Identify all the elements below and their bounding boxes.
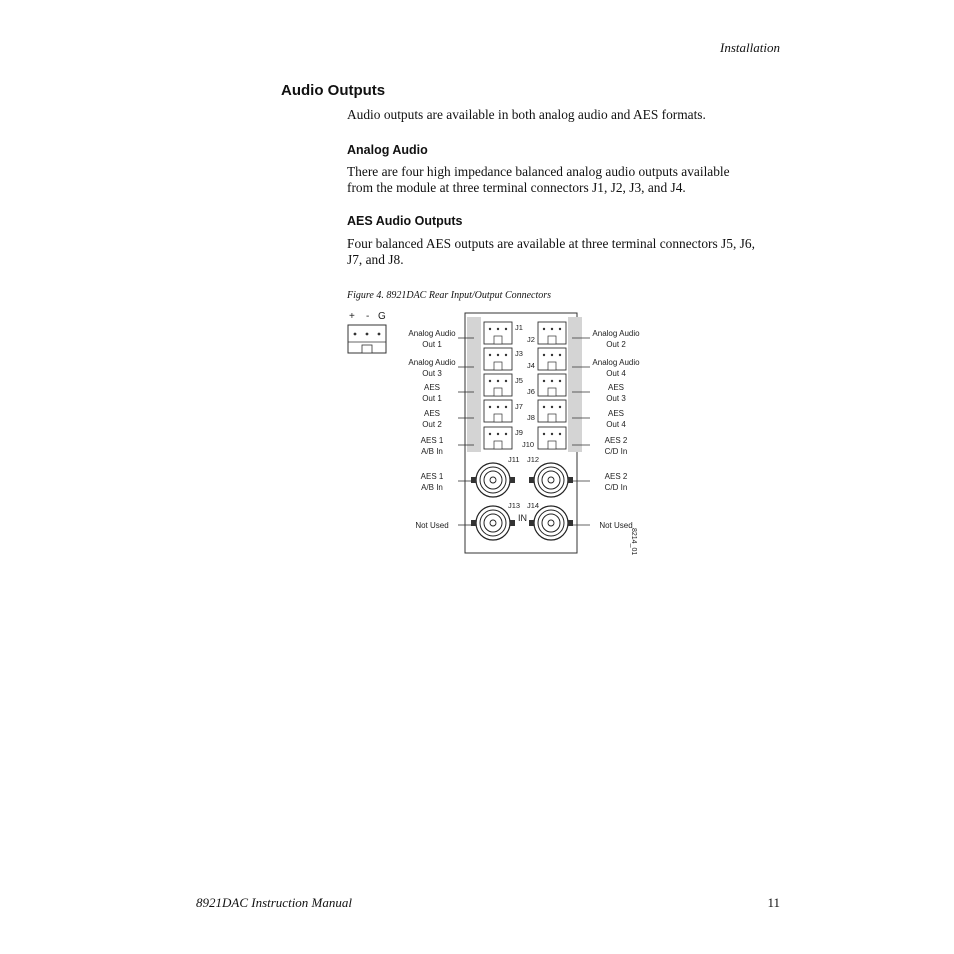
jack-j1: J1 — [515, 323, 523, 332]
right-label-3-line1: AES — [607, 383, 625, 392]
jack-j4: J4 — [527, 361, 535, 370]
left-label-5-line1: AES 1 — [420, 436, 444, 445]
footer-manual-title: 8921DAC Instruction Manual — [196, 895, 352, 910]
footer-page-number: 11 — [767, 895, 780, 910]
terminal-connector — [484, 348, 512, 370]
jack-j14: J14 — [527, 501, 540, 510]
jack-j11: J11 — [508, 455, 520, 464]
plug-minus-label: - — [366, 311, 370, 322]
left-label-7-line1: Not Used — [415, 521, 449, 530]
jack-j13: J13 — [508, 501, 521, 510]
jack-j2: J2 — [527, 335, 535, 344]
running-header: Installation — [720, 40, 780, 55]
right-label-2-line1: Analog Audio — [592, 358, 640, 367]
left-label-3-line1: AES — [423, 383, 441, 392]
analog-audio-heading: Analog Audio — [347, 143, 428, 157]
right-label-1-line2: Out 2 — [606, 340, 626, 349]
left-label-2-line2: Out 3 — [422, 369, 442, 378]
terminal-connector — [538, 322, 566, 344]
jack-j9: J9 — [515, 428, 523, 437]
aes-outputs-heading: AES Audio Outputs — [347, 214, 463, 228]
right-label-5-line1: AES 2 — [604, 436, 628, 445]
terminal-connector — [484, 374, 512, 396]
right-label-2-line2: Out 4 — [606, 369, 626, 378]
jack-j7: J7 — [515, 402, 523, 411]
right-label-6-line2: C/D In — [604, 483, 628, 492]
terminal-connector — [484, 400, 512, 422]
jack-j10: J10 — [522, 440, 535, 449]
right-label-5-line2: C/D In — [604, 447, 628, 456]
analog-line-1: There are four high impedance balanced analog audio outputs available — [347, 164, 730, 179]
plug-plus-label: + — [349, 311, 355, 322]
right-label-7-line1: Not Used — [599, 521, 633, 530]
left-label-3-line2: Out 1 — [422, 394, 442, 403]
jack-j6: J6 — [527, 387, 535, 396]
terminal-connector — [484, 322, 512, 344]
figure-id: 8214_01 — [630, 528, 637, 556]
terminal-connector — [538, 400, 566, 422]
aes-line-2: J7, and J8. — [347, 252, 404, 267]
left-label-2-line1: Analog Audio — [408, 358, 456, 367]
section-title: Audio Outputs — [281, 82, 386, 99]
right-label-6-line1: AES 2 — [604, 472, 628, 481]
terminal-connector — [538, 374, 566, 396]
left-label-1-line2: Out 1 — [422, 340, 442, 349]
jack-j3: J3 — [515, 349, 523, 358]
terminal-connector — [538, 427, 566, 449]
right-label-3-line2: Out 3 — [606, 394, 626, 403]
right-label-4-line2: Out 4 — [606, 420, 626, 429]
jack-j12: J12 — [527, 455, 540, 464]
right-label-4-line1: AES — [607, 409, 625, 418]
right-label-1-line1: Analog Audio — [592, 329, 640, 338]
jack-j8: J8 — [527, 413, 535, 422]
figure-caption: Figure 4. 8921DAC Rear Input/Output Connectors — [347, 290, 552, 301]
plug-ground-label: G — [378, 311, 386, 322]
aes-line-1: Four balanced AES outputs are available at three terminal connectors J5, J6, — [347, 236, 755, 251]
left-label-4-line2: Out 2 — [422, 420, 442, 429]
in-label: IN — [518, 513, 527, 523]
left-label-6-line2: A/B In — [421, 483, 443, 492]
analog-line-2: from the module at three terminal connectors J1, J2, J3, and J4. — [347, 180, 686, 195]
jack-j5: J5 — [515, 376, 523, 385]
left-label-5-line2: A/B In — [421, 447, 443, 456]
left-label-1-line1: Analog Audio — [408, 329, 456, 338]
intro-paragraph: Audio outputs are available in both analog audio and AES formats. — [347, 107, 706, 122]
terminal-connector — [538, 348, 566, 370]
terminal-plug — [348, 311, 386, 353]
left-label-6-line1: AES 1 — [420, 472, 444, 481]
terminal-connector — [484, 427, 512, 449]
left-label-4-line1: AES — [423, 409, 441, 418]
